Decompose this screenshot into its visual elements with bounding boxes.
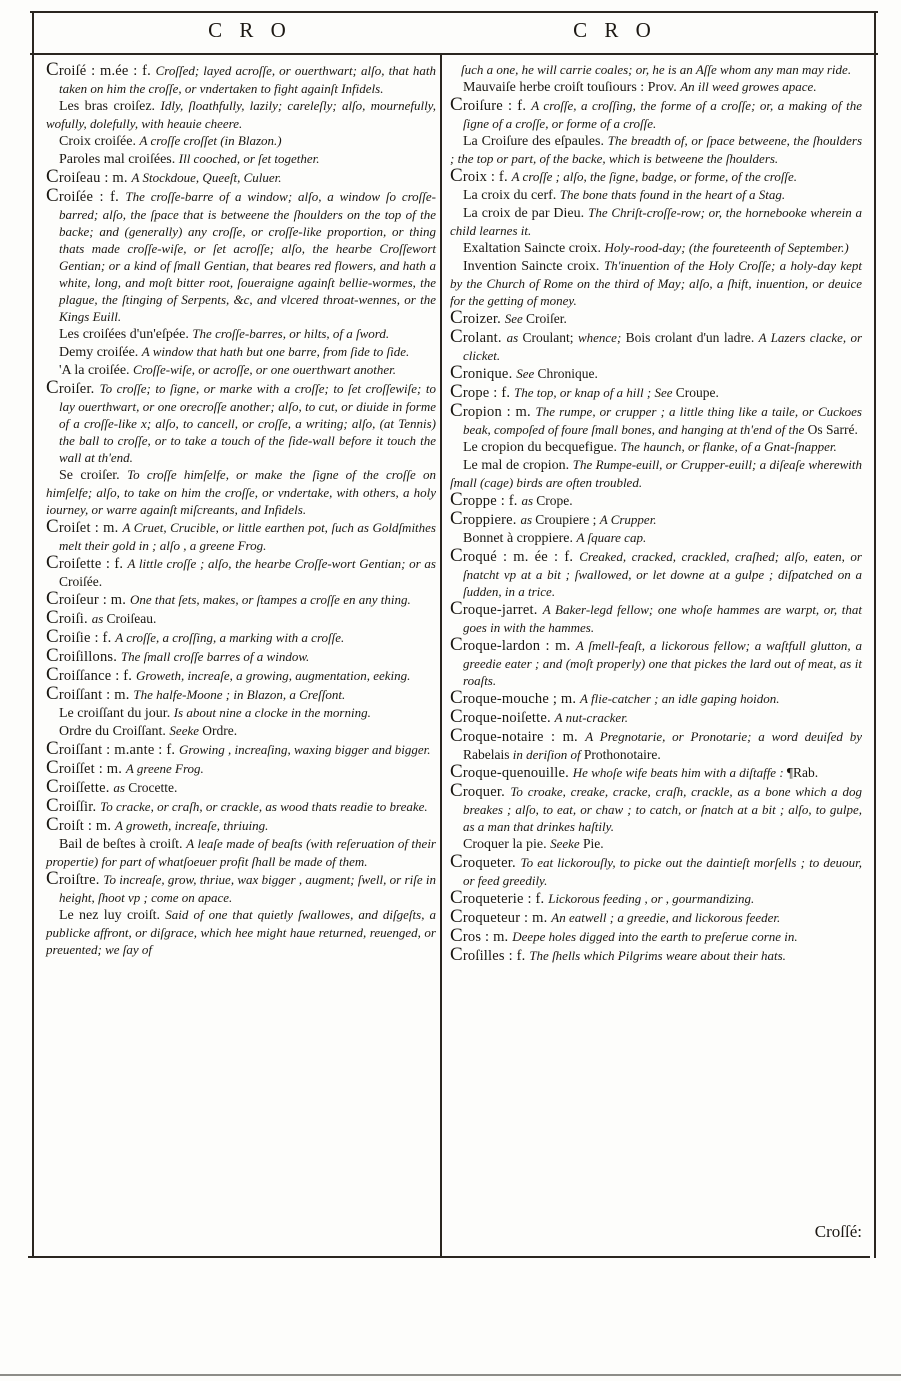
running-head-left: C R O — [208, 18, 292, 42]
gloss-text: To cracke, or craſh, or crackle, as wood thats readie to breake. — [100, 799, 428, 814]
phrase-head: Se croiſer. — [59, 468, 128, 483]
cross-reference: Croiſer. — [526, 311, 567, 326]
gloss-text: The rumpe, or crupper ; a little thing like a taile, or Cuckoes beak, compoſed of foure ſmall bones, and hanging at th'end of the — [463, 404, 862, 437]
gloss-text: A flie-catcher ; an idle gaping hoidon. — [580, 691, 780, 706]
headword: Croiſure : f. — [450, 94, 532, 115]
phrase-head: Les croiſées d'un'eſpée. — [59, 327, 193, 342]
dictionary-entry — [450, 636, 862, 689]
gloss-text: as — [506, 330, 523, 345]
gloss-text: A ſmell-feaſt, a lickorous fellow; a waſtfull glutton, a greedie eater ; and (moſt properly) one that pickes the lard out of meat, as it roaſts. — [463, 638, 862, 688]
phrase-head: Le cropion du becquefigue. — [463, 440, 621, 455]
gloss-text: Lickorous feeding , or , gourmandizing. — [548, 891, 755, 906]
dictionary-entry — [450, 309, 862, 328]
dictionary-entry — [46, 609, 436, 628]
headword-initial: C — [46, 552, 59, 573]
phrase-head: Croix croiſée. — [59, 134, 140, 149]
headword: Croqué : m. ée : f. — [450, 545, 580, 566]
phrase-head: Invention Saincte croix. — [463, 259, 604, 274]
gloss-text: Seeke — [550, 836, 583, 851]
headword-initial: C — [450, 165, 463, 186]
gloss-text: The halfe-Moone ; in Blazon, a Creſſont. — [133, 687, 346, 702]
right-column — [450, 61, 862, 965]
phrase-head: Ordre du Croiſſant. — [59, 724, 170, 739]
phrase-head: 'A la croiſée. — [59, 363, 134, 378]
headword-initial: C — [450, 761, 463, 782]
gloss-text: He whoſe wife beats him with a diſtaffe : — [572, 765, 787, 780]
headword: Croiſſet : m. — [46, 757, 126, 778]
headword: Crolant. — [450, 326, 507, 347]
gloss-text: A Stockdoue, Queeſt, Culuer. — [131, 170, 282, 185]
phrase-head: Mauvaiſe herbe croiſt touſiours : Prov. — [463, 80, 681, 95]
dictionary-entry — [450, 364, 862, 383]
gloss-text: A Cruet, Crucible, or little earthen pot, ſuch as Goldſmithes melt their gold in ; alſo , a greene Frog. — [59, 520, 436, 553]
gloss-text: as — [91, 611, 107, 626]
cross-reference: Bois crolant d'un ladre. — [625, 330, 759, 345]
headword: Croppiere. — [450, 508, 521, 529]
column-divider-rule — [440, 54, 442, 1256]
headword-initial: C — [450, 489, 463, 510]
headword-initial: C — [46, 185, 59, 206]
dictionary-entry — [46, 150, 436, 168]
cross-reference: Chronique. — [537, 366, 598, 381]
dictionary-entry — [46, 97, 436, 132]
headword-initial: C — [46, 645, 59, 666]
headword: Croiſée : f. — [46, 185, 126, 206]
gloss-text: The breadth of, or ſpace betweene, the ſhoulders ; the top or part, of the backe, which is betweene the ſhoulders. — [450, 133, 863, 166]
gloss-text: as — [113, 780, 129, 795]
left-column — [46, 61, 436, 958]
gloss-text: The top, or knap of a hill ; See — [514, 385, 676, 400]
cross-reference: Pie. — [582, 836, 604, 851]
phrase-head: Bail de beſtes à croiſt. — [59, 837, 187, 852]
dictionary-entry — [450, 529, 862, 547]
dictionary-entry — [46, 466, 436, 518]
dictionary-entry — [450, 763, 862, 782]
gloss-text: To croſſe himſelfe, or make the ſigne of the croſſe on himſelfe; alſo, to take on him the croſſe, or vndertake, with others, a holy iourney, or warre againſt miſcreants, and Infidels. — [46, 467, 437, 517]
cross-reference: Crocette. — [128, 780, 178, 795]
gloss-text: The haunch, or flanke, of a Gnat-ſnapper. — [620, 439, 837, 454]
phrase-head: Croquer la pie. — [463, 837, 551, 852]
headword-initial: C — [46, 377, 59, 398]
header-rule — [30, 53, 878, 55]
gloss-text: A little croſſe ; alſo, the hearbe Croſſe-wort Gentian; or as — [127, 556, 436, 571]
cross-reference: Croulant; — [522, 330, 578, 345]
headword: Croiſt : m. — [46, 814, 116, 835]
headword-initial: C — [46, 757, 59, 778]
dictionary-entry — [46, 685, 436, 704]
cross-reference: Croupe. — [675, 385, 719, 400]
headword-initial: C — [450, 706, 463, 727]
phrase-head: Bonnet à croppiere. — [463, 531, 577, 546]
dictionary-entry — [450, 186, 862, 204]
dictionary-entry — [450, 257, 862, 309]
headword: Croqueterie : f. — [450, 887, 549, 908]
phrase-head: Paroles mal croiſées. — [59, 152, 179, 167]
headword: Croque-quenouille. — [450, 761, 573, 782]
headword-initial: C — [46, 59, 59, 80]
dictionary-entry — [450, 689, 862, 708]
cross-reference: ¶Rab. — [786, 765, 819, 780]
dictionary-entry — [450, 132, 862, 167]
running-head-right: C R O — [573, 18, 657, 42]
headword-initial: C — [450, 362, 463, 383]
headword: Croiſſir. — [46, 795, 101, 816]
dictionary-entry — [450, 204, 862, 239]
dictionary-entry — [450, 727, 862, 763]
headword-initial: C — [450, 851, 463, 872]
dictionary-entry — [450, 547, 862, 600]
headword: Croiſet : m. — [46, 516, 123, 537]
headword-initial: C — [46, 166, 59, 187]
headword: Cros : m. — [450, 925, 513, 946]
dictionary-entry — [450, 383, 862, 402]
headword-initial: C — [450, 94, 463, 115]
gloss-text: Holy-rood-day; (the foureteenth of September.) — [604, 240, 849, 255]
dictionary-entry — [46, 797, 436, 816]
dictionary-entry — [46, 647, 436, 666]
cross-reference: Os Sarré. — [807, 422, 858, 437]
headword-initial: C — [450, 925, 463, 946]
dictionary-entry — [450, 853, 862, 889]
dictionary-entry — [450, 908, 862, 927]
cross-reference: Crope. — [536, 493, 573, 508]
dictionary-entry — [450, 167, 862, 186]
dictionary-entry — [450, 239, 862, 257]
headword-initial: C — [450, 598, 463, 619]
gloss-text: Croſſe-wiſe, or acroſſe, or one ouerthwart another. — [133, 362, 397, 377]
gloss-text: An ill weed growes apace. — [680, 79, 817, 94]
dictionary-entry — [450, 708, 862, 727]
gloss-text: Idly, ſloathfully, lazily; careleſly; alſo, mournefully, wofully, dolefully, with heauie cheere. — [46, 98, 436, 131]
gloss-text: A Crupper. — [599, 512, 657, 527]
dictionary-entry — [450, 328, 862, 364]
dictionary-entry — [450, 927, 862, 946]
gloss-text: A Pregnotarie, or Pronotarie; a word deuiſed by — [585, 729, 862, 744]
dictionary-entry — [46, 740, 436, 759]
headword-initial: C — [450, 725, 463, 746]
dictionary-entry — [46, 870, 436, 906]
gloss-text: A leaſe made of beaſts (with reſeruation of their propertie) for part of whatſoeuer profit ſhall be made of them. — [46, 836, 436, 869]
cross-reference: Prothonotaire. — [583, 747, 661, 762]
gloss-text: whence; — [577, 330, 626, 345]
headword-initial: C — [46, 683, 59, 704]
right-border-rule — [874, 11, 876, 1258]
headword: Croiſer. — [46, 377, 100, 398]
dictionary-entry — [450, 510, 862, 529]
headword: Cronique. — [450, 362, 517, 383]
headword-initial: C — [46, 814, 59, 835]
headword-initial: C — [450, 687, 463, 708]
headword-initial: C — [46, 776, 59, 797]
gloss-text: A croſſe croſſet (in Blazon.) — [139, 133, 282, 148]
headword: Croiſtre. — [46, 868, 104, 889]
headword: Croiſé : m.ée : f. — [46, 59, 156, 80]
headword: Croiſette : f. — [46, 552, 128, 573]
phrase-head: La croix du cerf. — [463, 188, 560, 203]
gloss-text: Growing , increaſing, waxing bigger and bigger. — [179, 742, 431, 757]
gloss-text: as — [520, 512, 536, 527]
headword-initial: C — [450, 944, 463, 965]
dictionary-entry — [46, 187, 436, 325]
cross-reference: Croiſeau. — [106, 611, 157, 626]
dictionary-entry — [46, 704, 436, 722]
cross-reference: Croiſée. — [59, 574, 103, 589]
gloss-text: An eatwell ; a greedie, and lickorous feeder. — [551, 910, 781, 925]
phrase-head: Le mal de cropion. — [463, 458, 573, 473]
gloss-text: Is about nine a clocke in the morning. — [173, 705, 371, 720]
dictionary-entry — [46, 590, 436, 609]
cross-reference: Croupiere ; — [535, 512, 600, 527]
phrase-head: Les bras croiſez. — [59, 99, 161, 114]
dictionary-entry — [46, 722, 436, 740]
headword-initial: C — [46, 868, 59, 889]
gloss-text: See — [504, 311, 527, 326]
headword: Croizer. — [450, 307, 505, 328]
phrase-head: Demy croiſée. — [59, 345, 142, 360]
headword-initial: C — [450, 780, 463, 801]
dictionary-entry — [46, 168, 436, 187]
gloss-text: To croſſe; to ſigne, or marke with a croſſe; to ſet croſſewiſe; to lay ouerthwart, or one orecroſſe another; alſo, to cut, or diuide in forme of a croſſe-like x; alſo, to cancell, or croſſe, a writing; alſo, (at Tennis) the ball to croſſe, or to take a touch of the ſide-wall before it touch the wall at th'end. — [59, 381, 436, 465]
page-edge-line — [0, 1374, 901, 1376]
dictionary-entry — [46, 343, 436, 361]
gloss-text: A ſquare cap. — [576, 530, 647, 545]
gloss-text: The croſſe-barre of a window; alſo, a window ſo croſſe-barred; alſo, the ſpace that is betweene the ſhoulders on the top of the backe; and (generally) any croſſe, or croſſe-like proportion, or thing thats made croſſe-wiſe, or ſet acroſſe; alſo, the hearbe Croſſewort Gentian; or a kind of ſmall Gentian, that beares red flowers, and hath a white, long, and moſt bitter root, ſoueraigne againſt bellie-wormes, the plague, the ſtinging of Serpents, &c, and vlcered throat-wennes, or the Kings Euill. — [59, 189, 436, 324]
headword: Croquer. — [450, 780, 511, 801]
dictionary-entry — [450, 438, 862, 456]
dictionary-entry — [46, 379, 436, 466]
headword-initial: C — [450, 307, 463, 328]
gloss-text: A croſſe, a croſſing, the forme of a croſſe; or, a making of the ſigne of a croſſe, or forme of a croſſe. — [463, 98, 862, 131]
headword-initial: C — [46, 738, 59, 759]
gloss-text: Creaked, cracked, crackled, craſhed; alſo, eaten, or ſnatcht vp at a bit ; ſwallowed, or let downe at a gulpe ; diſpatched on a ſudden, in a trice. — [463, 549, 862, 599]
gloss-text: as — [521, 493, 537, 508]
dictionary-entry — [450, 782, 862, 835]
dictionary-entry — [450, 96, 862, 132]
gloss-text: A groweth, increaſe, thriuing. — [115, 818, 269, 833]
headword-initial: C — [46, 516, 59, 537]
dictionary-entry — [450, 600, 862, 636]
headword: Croiſſette. — [46, 776, 114, 797]
dictionary-entry — [450, 946, 862, 965]
gloss-text: The ſhells which Pilgrims weare about their hats. — [529, 948, 786, 963]
dictionary-entry — [46, 325, 436, 343]
gloss-text: To increaſe, grow, thriue, wax bigger , augment; ſwell, or riſe in height, ſhoot vp ; come on apace. — [59, 872, 437, 905]
gloss-text: Ill cooched, or ſet together. — [178, 151, 320, 166]
dictionary-entry — [450, 78, 862, 96]
headword: Croiſſant : m. — [46, 683, 134, 704]
gloss-text: in deriſion of — [509, 747, 584, 762]
bottom-rule — [28, 1256, 870, 1258]
dictionary-entry — [450, 456, 862, 491]
gloss-text: The Chriſt-croſſe-row; or, the hornebooke wherein a child learnes it. — [450, 205, 862, 238]
headword: Crope : f. — [450, 381, 514, 402]
headword: Croſilles : f. — [450, 944, 530, 965]
gloss-text: See — [516, 366, 538, 381]
gloss-text: Croſſed; layed acroſſe, or ouerthwart; alſo, that hath taken on him the croſſe, or vndertaken to fight againſt Infidels. — [59, 63, 436, 96]
headword: Croqueter. — [450, 851, 521, 872]
headword: Croque-jarret. — [450, 598, 543, 619]
catchword: Croſſé: — [814, 1222, 862, 1241]
dictionary-entry — [450, 835, 862, 853]
headword: Croiſeau : m. — [46, 166, 132, 187]
headword: Croiſeur : m. — [46, 588, 130, 609]
phrase-head: Le croiſſant du jour. — [59, 706, 174, 721]
headword-initial: C — [46, 626, 59, 647]
gloss-text: Deepe holes digged into the earth to preſerue corne in. — [512, 929, 798, 944]
dictionary-entry — [46, 835, 436, 870]
headword-initial: C — [450, 634, 463, 655]
headword-initial: C — [46, 664, 59, 685]
gloss-text: To croake, creake, cracke, craſh, crackle, as a bone which a dog breakes ; alſo, to eat, or chaw ; to catch, or ſnatch at a bit ; alſo, to gulpe, as a man that drinkes haſtily. — [463, 784, 862, 834]
headword-initial: C — [450, 906, 463, 927]
headword: Cropion : m. — [450, 400, 536, 421]
dictionary-entry — [46, 816, 436, 835]
dictionary-entry — [46, 361, 436, 379]
phrase-head: La Croiſure des eſpaules. — [463, 134, 608, 149]
headword: Croix : f. — [450, 165, 512, 186]
dictionary-entry — [450, 491, 862, 510]
gloss-text: Groweth, increaſe, a growing, augmentation, eeking. — [135, 668, 411, 683]
headword: Croque-mouche ; m. — [450, 687, 581, 708]
gloss-text: The Rumpe-euill, or Crupper-euill; a diſeaſe wherewith ſmall (cage) birds are often troubled. — [450, 457, 862, 490]
gloss-text: The ſmall croſſe barres of a window. — [120, 649, 310, 664]
headword: Croiſillons. — [46, 645, 121, 666]
dictionary-entry — [450, 889, 862, 908]
headword: Croqueteur : m. — [450, 906, 552, 927]
dictionary-entry — [46, 554, 436, 590]
gloss-text: Th'inuention of the Holy Croſſe; a holy-day kept by the Church of Rome on the third of May; alſo, a ſhift, inuention, or deuice for the getting of money. — [450, 258, 862, 308]
phrase-head: Exaltation Saincte croix. — [463, 241, 605, 256]
gloss-text: One that ſets, makes, or ſtampes a croſſe en any thing. — [129, 592, 411, 607]
gloss-text: To eat lickorouſly, to picke out the daintieſt morſells ; to deuour, or feed greedily. — [463, 855, 862, 888]
dictionary-entry — [46, 132, 436, 150]
headword: Croque-notaire : m. — [450, 725, 586, 746]
headword-initial: C — [450, 508, 463, 529]
headword-initial: C — [450, 887, 463, 908]
headword-initial: C — [450, 400, 463, 421]
headword-initial: C — [46, 795, 59, 816]
gloss-text: A nut-cracker. — [554, 710, 629, 725]
headword: Croppe : f. — [450, 489, 522, 510]
dictionary-entry — [46, 628, 436, 647]
headword: Croque-noiſette. — [450, 706, 555, 727]
gloss-text: ſuch a one, he will carrie coales; or, he is an Aſſe whom any man may ride. — [461, 62, 852, 77]
headword: Croiſie : f. — [46, 626, 116, 647]
left-border-rule — [32, 11, 34, 1258]
cross-reference: Rabelais — [463, 747, 510, 762]
dictionary-entry — [450, 61, 862, 78]
headword: Croque-lardon : m. — [450, 634, 576, 655]
headword-initial: C — [46, 607, 59, 628]
headword-initial: C — [46, 588, 59, 609]
gloss-text: A Lazers clacke, or clicket. — [463, 330, 863, 363]
gloss-text: Seeke — [169, 723, 203, 738]
gloss-text: The bone thats found in the heart of a Stag. — [559, 187, 786, 202]
headword: Croiſi. — [46, 607, 92, 628]
dictionary-entry — [46, 906, 436, 958]
cross-reference: Ordre. — [202, 723, 238, 738]
gloss-text: A greene Frog. — [125, 761, 204, 776]
gloss-text: A window that hath but one barre, from ſide to ſide. — [141, 344, 410, 359]
dictionary-entry — [450, 402, 862, 438]
headword-initial: C — [450, 381, 463, 402]
dictionary-entry — [46, 759, 436, 778]
headword: Croiſſance : f. — [46, 664, 136, 685]
gloss-text: A croſſe, a croſſing, a marking with a croſſe. — [115, 630, 345, 645]
gloss-text: A croſſe ; alſo, the ſigne, badge, or forme, of the croſſe. — [511, 169, 798, 184]
headword-initial: C — [450, 326, 463, 347]
gloss-text: The croſſe-barres, or hilts, of a ſword. — [192, 326, 390, 341]
phrase-head: Le nez luy croiſt. — [59, 908, 166, 923]
dictionary-entry — [46, 518, 436, 554]
gloss-text: Said of one that quietly ſwallowes, and diſgeſts, a publicke affront, or diſgrace, which hee might haue returned, reuenged, or preuented; we ſay of — [46, 907, 436, 957]
dictionary-entry — [46, 666, 436, 685]
headword: Croiſſant : m.ante : f. — [46, 738, 180, 759]
dictionary-entry — [46, 61, 436, 97]
dictionary-entry — [46, 778, 436, 797]
headword-initial: C — [450, 545, 463, 566]
phrase-head: La croix de par Dieu. — [463, 206, 589, 221]
gloss-text: A Baker-legd fellow; one whoſe hammes are warpt, or, that goes in with the hammes. — [463, 602, 862, 635]
